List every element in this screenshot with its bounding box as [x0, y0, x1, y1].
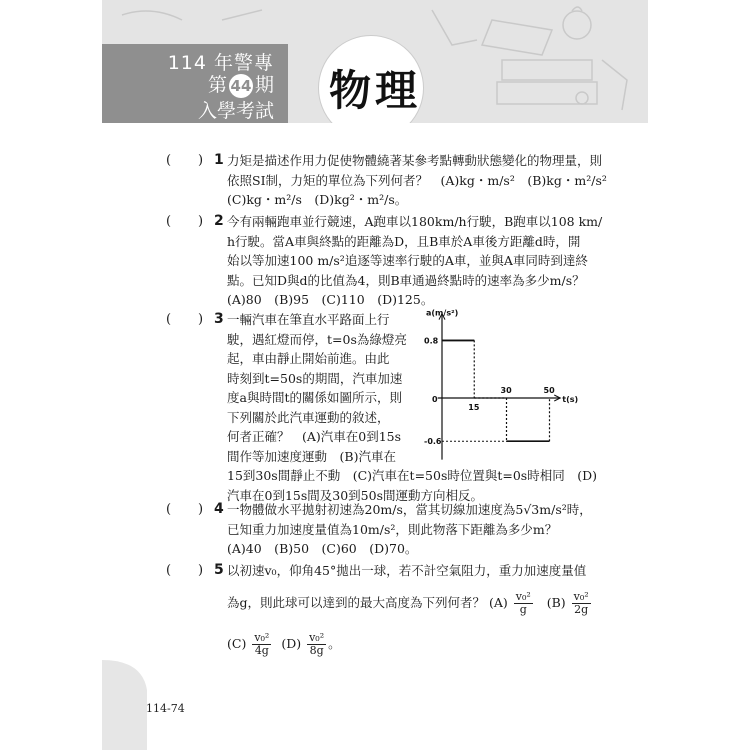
- option-b-label: (B): [546, 594, 566, 610]
- x-tick-label: 50: [543, 386, 555, 395]
- question-line: 依照SI制，力矩的單位為下列何者？ (A)kg・m/s² (B)kg・m²/s²: [227, 172, 607, 188]
- option-d-label: (D): [281, 635, 302, 651]
- question-line: 今有兩輛跑車並行競速，A跑車以180km/h行駛，B跑車以108 km/: [227, 214, 603, 229]
- question-text-part: 時，: [566, 502, 592, 517]
- exam-info-tab: [102, 44, 288, 124]
- question-line: (A)80 (B)95 (C)110 (D)125。: [227, 292, 434, 307]
- origin-label: 0: [432, 395, 438, 404]
- question-line: [227, 591, 637, 616]
- question-line: 15到30s間靜止不動 (C)汽車在t=50s時位置與t=0s時相同 (D): [227, 468, 598, 483]
- fraction-denominator: 2g: [574, 602, 589, 616]
- question-line: 已知重力加速度量值為10m/s²，則此物落下距離為多少m？: [227, 521, 558, 537]
- question-number: 1: [214, 152, 224, 168]
- question-line: 起，車由靜止開始前進。由此: [227, 351, 390, 366]
- question-line: (C)kg・m²/s (D)kg²・m²/s。: [227, 192, 408, 207]
- math-expression: 5√3m/s²: [515, 502, 567, 517]
- fraction-denominator: 8g: [309, 643, 324, 657]
- question-number: 5: [214, 562, 224, 578]
- question-line: 時刻到t=50s的期間，汽車加速: [227, 370, 403, 386]
- footer-decoration: [102, 640, 648, 750]
- question-line: 間作等加速度運動 (B)汽車在: [227, 448, 396, 464]
- question-number: 2: [214, 213, 224, 229]
- fraction-numerator: v₀²: [573, 589, 589, 603]
- x-tick-label: 30: [500, 386, 512, 395]
- question-line: (A)40 (B)50 (C)60 (D)70。: [227, 541, 418, 556]
- question-line: h行駛。當A車與終點的距離為D，且B車於A車後方距離d時，開: [227, 233, 581, 249]
- fraction: [514, 591, 533, 616]
- exam-year-label: 114 年警專: [167, 52, 274, 74]
- subject-title: 物理: [329, 66, 422, 115]
- question-text-part: 為g，則此球可以達到的最大高度為下列何者？: [227, 594, 486, 610]
- acceleration-time-graph: [422, 308, 602, 447]
- option-c-label: (C): [227, 635, 247, 651]
- question-content: ( ) 1 力矩是描述作用力促使物體繞著某參考點轉動狀態變化的物理量，則 依照SI制，力矩的單位為下列何者？ (A)kg・m/s² (B)kg・m²/s² (C)kg・m²/s (D)kg²・m²/s。 ( ) 2 今有兩輛跑車並行競速，A跑車以180km/h行駛，B跑車以108 km/ h行駛。當A車與終點的距離為D，且B車於A車後方距離d時，開 始以等加速100 m/s²追逐等速率行駛的A車，並與A車同時到達終 點。已知D與d的比值為4，則B車通過終點時的速率為多少m/s？ (A)80 (B)95 (C)110 (D)125。 ( ) 3 一輛汽車在筆直水平路面上行 駛，遇紅燈而停，t=0s為綠燈亮 起，車由靜止開始前進。由此 時刻到t=50s的期間，汽車加速 度a與時間t的關係如圖所示，則 下列關於此汽車運動的敘述， 何者正確？ (A)汽車在0到15s 間作等加速度運動 (B)汽車在 15到30s間靜止不動 (C)汽車在t=50s時位置與t=0s時相同 (D) 汽車在0到15s間及30到50s間運動方向相反。 a(m/s²) t(s) 0 15 30 50 0.8 -0.6 ( ) 4 一物體做水平拋射初速為20m/s，當其切線加速度為5√3m/s²時， 已知重力加速度量值為10m/s²，則此物落下距離為多少m？ (A)40 (B)50 (C)60 (D)70。 ( ) 5 以初速v₀，仰角45°拋出一球，若不計空氣阻力，重力加速度量值 為g，則此球可以達到的最大高度為下列何者？ (A) $\frac{\text{v₀²}}{g}$ (B) $\frac{\text{v₀²}}{2g}$ (C) $\frac{\text{v₀²}}{4g}$ (D) $\frac{\text{v₀²}}{8g}$ 。: [102, 123, 648, 750]
- option-a-label: (A): [489, 594, 508, 610]
- question-end-mark: 。: [328, 635, 341, 651]
- exam-title-label: 入學考試: [197, 100, 274, 122]
- header-band: [102, 0, 648, 123]
- fraction-denominator: 4g: [254, 643, 269, 657]
- question-text: [227, 212, 637, 310]
- question-number: 4: [214, 501, 224, 517]
- y-tick-label: 0.8: [424, 336, 439, 346]
- x-tick-label: 15: [468, 403, 480, 412]
- exam-issue-label: [208, 70, 274, 98]
- fraction: [572, 591, 591, 616]
- exam-issue-number: 44: [229, 74, 253, 98]
- exam-issue-suffix: 期: [254, 74, 274, 96]
- fraction-numerator: v₀²: [254, 630, 270, 644]
- question-text: [227, 151, 637, 210]
- question-line: 始以等加速100 m/s²追逐等速率行駛的A車，並與A車同時到達終: [227, 253, 588, 268]
- y-tick-label: -0.6: [424, 437, 442, 447]
- y-axis-label: a(m/s²): [426, 308, 459, 318]
- question-line: 力矩是描述作用力促使物體繞著某參考點轉動狀態變化的物理量，則: [227, 153, 603, 168]
- page-number: 114-74: [146, 702, 185, 715]
- question-line: 點。已知D與d的比值為4，則B車通過終點時的速率為多少m/s？: [227, 272, 585, 288]
- fraction-numerator: v₀²: [515, 589, 531, 603]
- question-line: 以初速v₀，仰角45°拋出一球，若不計空氣阻力，重力加速度量值: [227, 563, 587, 578]
- question-line: 度a與時間t的關係如圖所示，則: [227, 390, 402, 405]
- question-number: 3: [214, 311, 224, 327]
- question-line: 下列關於此汽車運動的敘述，: [227, 409, 390, 425]
- question-line: 一輛汽車在筆直水平路面上行: [227, 312, 390, 327]
- exam-issue-prefix: 第: [207, 74, 227, 96]
- fraction-denominator: g: [519, 602, 527, 616]
- question-text: [227, 500, 637, 559]
- fraction-numerator: v₀²: [309, 630, 325, 644]
- question-line: [227, 500, 637, 520]
- x-axis-label: t(s): [562, 395, 579, 404]
- question-line: 駛，遇紅燈而停，t=0s為綠燈亮: [227, 331, 407, 347]
- question-line: 何者正確？ (A)汽車在0到15s: [227, 429, 402, 444]
- question-line: 汽車在0到15s間及30到50s間運動方向相反。: [227, 487, 484, 503]
- question-text-part: 一物體做水平拋射初速為20m/s，當其切線加速度為: [227, 502, 516, 517]
